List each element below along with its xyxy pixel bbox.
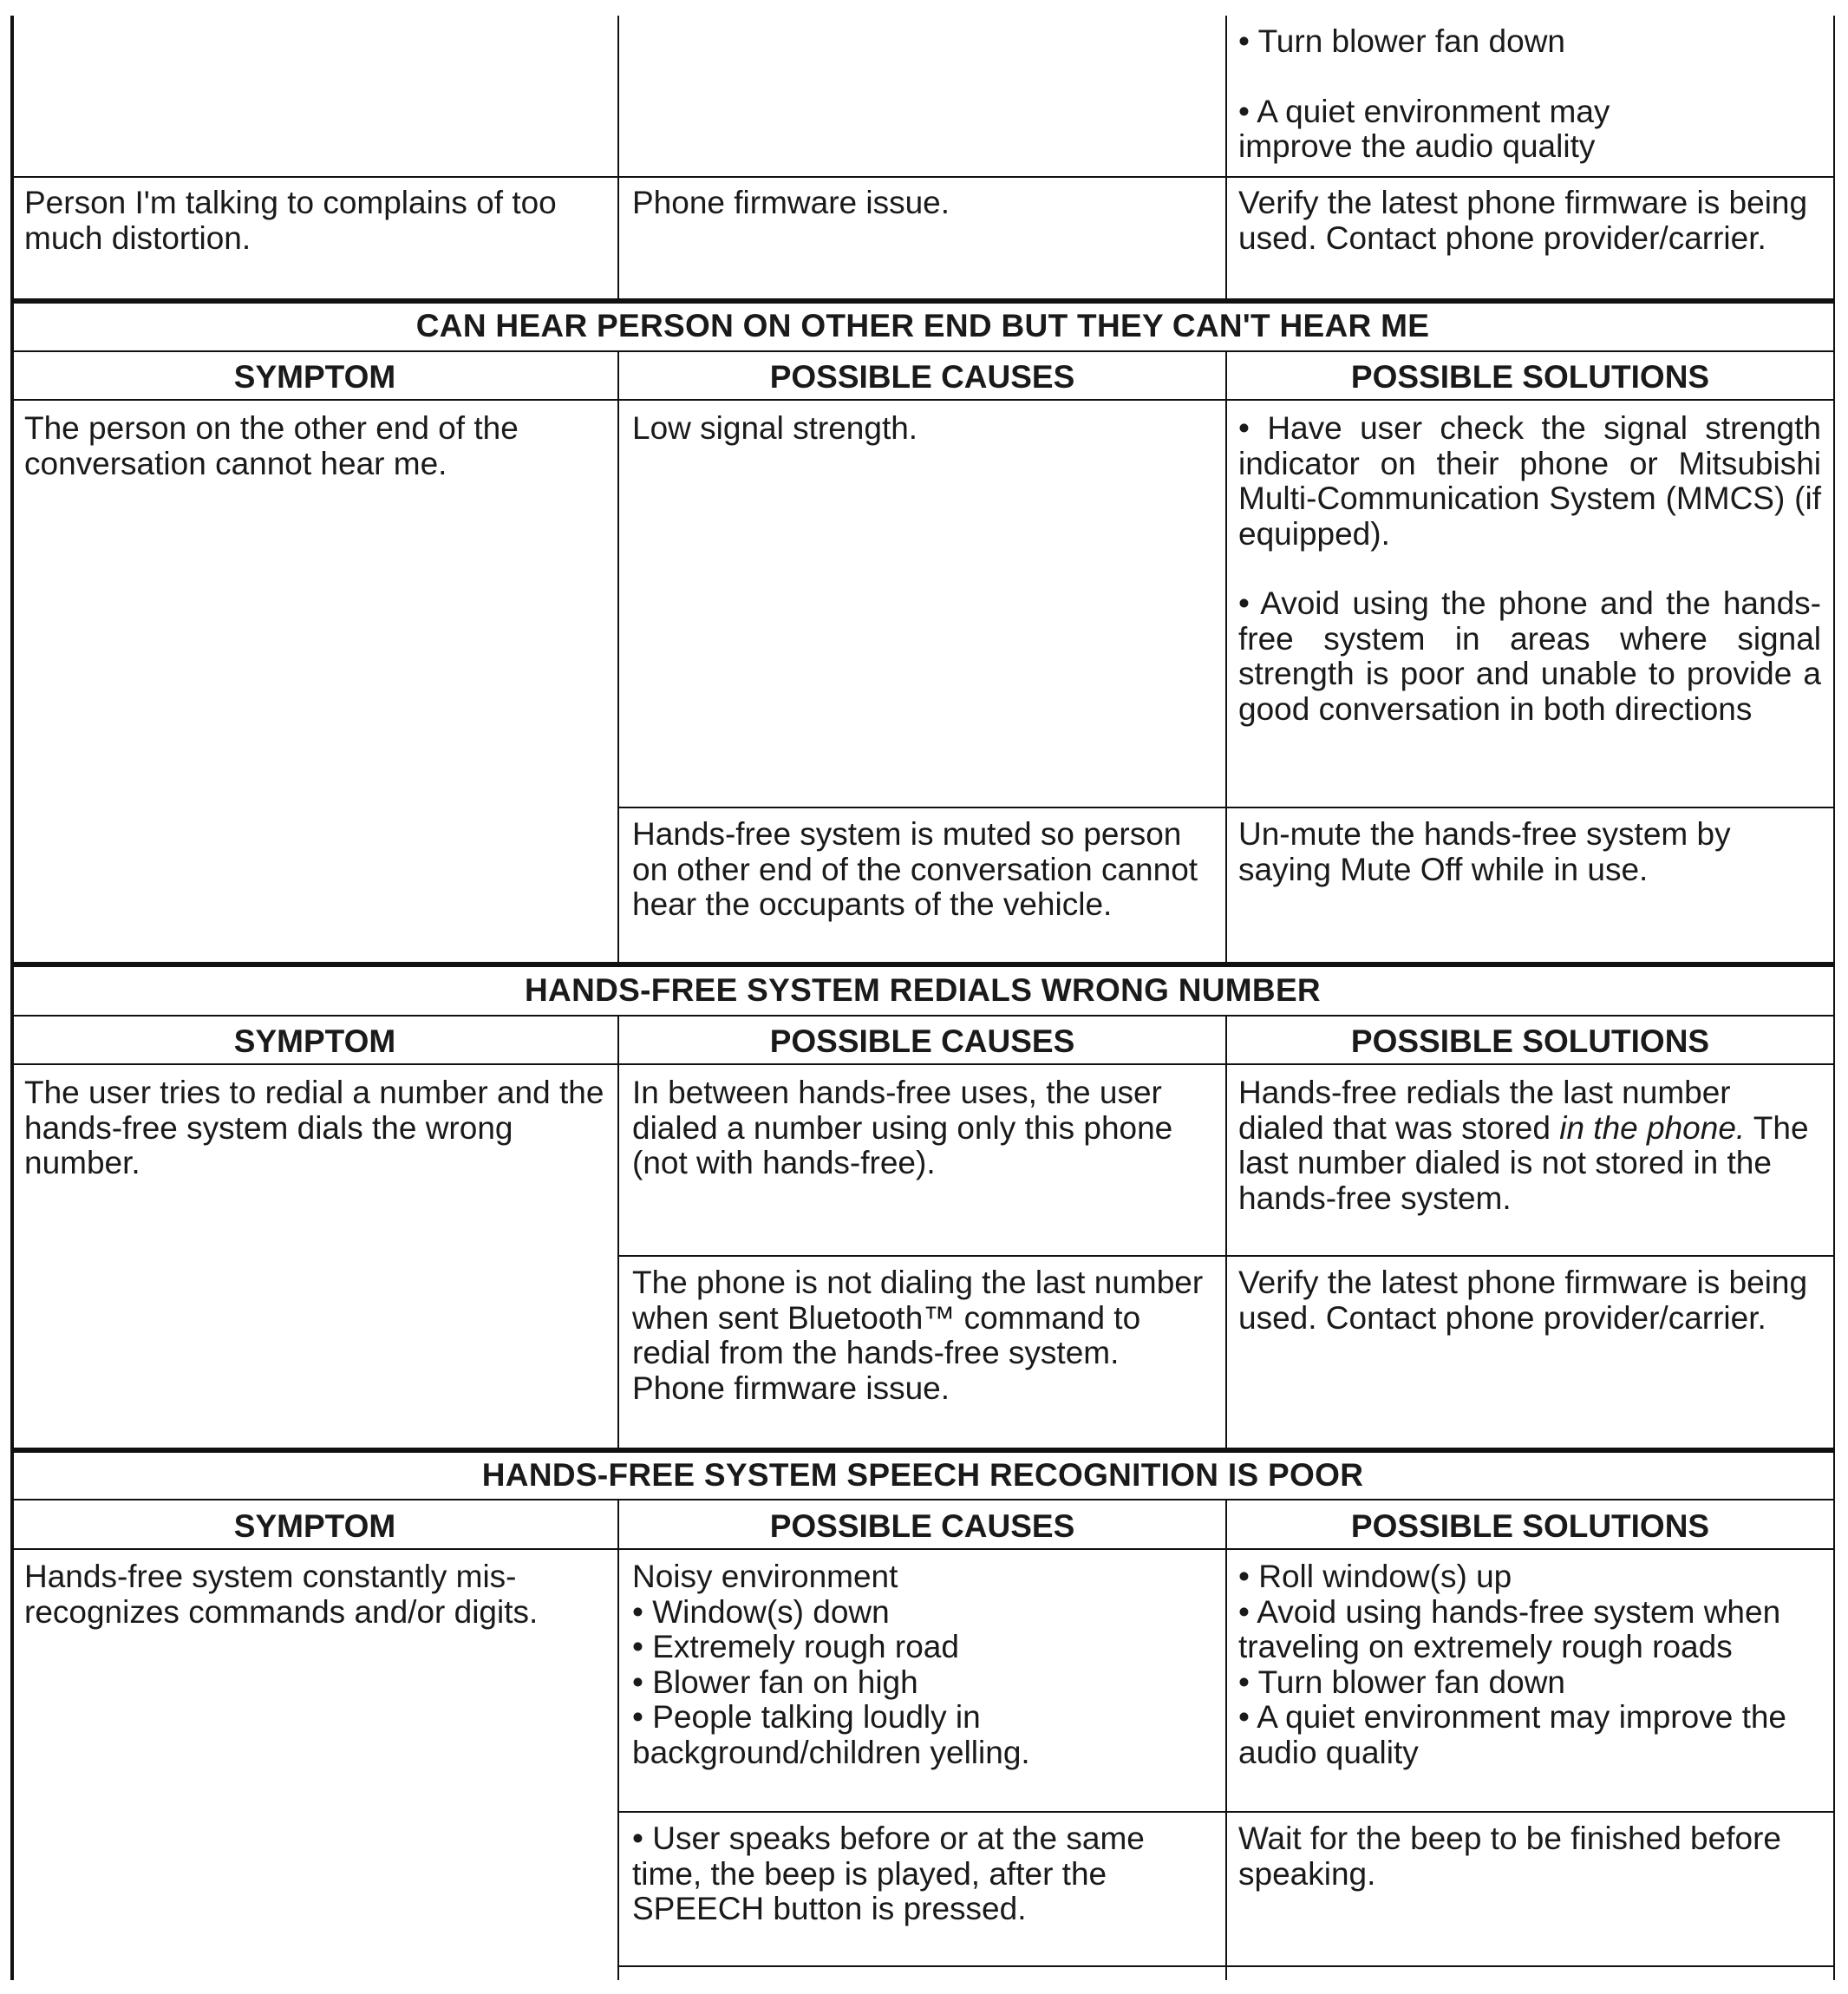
solution-text: The last number dialed is not stored in the hands-free system. xyxy=(1238,1109,1809,1216)
row-divider xyxy=(618,807,1835,808)
solution-line: • A quiet environment may improve the audio quality xyxy=(1238,93,1610,164)
col-divider-1 xyxy=(617,352,619,962)
solutions-header: POSSIBLE SOLUTIONS xyxy=(1350,359,1710,395)
solution-cell xyxy=(1238,1559,1819,1770)
symptom-header: SYMPTOM xyxy=(233,359,396,395)
symptom-cell: The person on the other end of the conversation cannot hear me. xyxy=(24,410,519,481)
solutions-header: POSSIBLE SOLUTIONS xyxy=(1350,1508,1710,1544)
cause-line: Noisy environment xyxy=(632,1559,898,1594)
section-title: HANDS-FREE SYSTEM REDIALS WRONG NUMBER xyxy=(525,972,1321,1008)
symptom-header: SYMPTOM xyxy=(233,1023,396,1059)
cause-cell xyxy=(632,1559,1187,1770)
cause-cell: The phone is not dialing the last number when sent Bluetooth™ command to redial from the hands-free system. Phone firmware issue. xyxy=(632,1265,1204,1406)
row-divider xyxy=(10,176,1835,178)
solution-paragraph: • Have user check the signal strength indicator on their phone or Mitsubishi Multi-Communication System (MMCS) (if equipped). xyxy=(1238,410,1821,552)
cause-line: • People talking loudly in background/children yelling. xyxy=(632,1699,1030,1770)
cause-cell: Hands-free system is muted so person on other end of the conversation cannot hear the occupants of the vehicle. xyxy=(632,816,1198,922)
solution-line: • Turn blower fan down xyxy=(1238,23,1565,59)
solution-line: • A quiet environment may improve the audio quality xyxy=(1238,1699,1786,1770)
right-border xyxy=(1833,16,1835,1980)
cause-cell: • User speaks before or at the same time, the beep is played, after the SPEECH button is pressed. xyxy=(632,1821,1145,1926)
solution-line: • Turn blower fan down xyxy=(1238,1664,1565,1700)
row-divider xyxy=(618,1811,1835,1813)
col-divider-1 xyxy=(617,1500,619,1980)
solution-line: • Roll window(s) up xyxy=(1238,1559,1512,1594)
section-divider xyxy=(10,962,1835,967)
solution-cell xyxy=(1238,1075,1811,1216)
solution-line: • Avoid using hands-free system when traveling on extremely rough roads xyxy=(1238,1593,1781,1664)
cause-cell: Phone firmware issue. xyxy=(632,185,950,220)
col-divider-2 xyxy=(1225,16,1227,300)
row-divider xyxy=(10,1063,1835,1065)
solution-cell: Un-mute the hands-free system by saying Mute Off while in use. xyxy=(1238,816,1731,887)
section-divider xyxy=(10,298,1835,304)
col-divider-2 xyxy=(1225,1500,1227,1980)
cause-line: • Window(s) down xyxy=(632,1593,890,1630)
symptom-cell: Person I'm talking to complains of too much distortion. xyxy=(24,185,557,256)
solution-cell: Wait for the beep to be finished before speaking. xyxy=(1238,1821,1781,1892)
section-title: HANDS-FREE SYSTEM SPEECH RECOGNITION IS POOR xyxy=(481,1457,1364,1493)
row-divider xyxy=(10,1499,1835,1500)
row-divider xyxy=(10,399,1835,401)
symptom-header: SYMPTOM xyxy=(233,1508,396,1544)
symptom-cell: The user tries to redial a number and the hands-free system dials the wrong number. xyxy=(24,1075,604,1180)
causes-header: POSSIBLE CAUSES xyxy=(769,1508,1075,1544)
col-divider-1 xyxy=(617,16,619,300)
row-divider xyxy=(10,350,1835,352)
solutions-header: POSSIBLE SOLUTIONS xyxy=(1350,1023,1710,1059)
section-divider xyxy=(10,1448,1835,1453)
solution-paragraph: • Avoid using the phone and the hands-free system in areas where signal strength is poor and unable to provide a good conversation in both directions xyxy=(1238,585,1821,727)
row-divider xyxy=(10,1548,1835,1550)
carryover-solution xyxy=(1238,24,1724,165)
symptom-cell: Hands-free system constantly mis-recognizes commands and/or digits. xyxy=(24,1559,539,1630)
solution-cell xyxy=(1238,411,1821,727)
causes-header: POSSIBLE CAUSES xyxy=(769,1023,1075,1059)
row-divider xyxy=(618,1965,1835,1967)
solution-emphasis: in the phone. xyxy=(1559,1109,1746,1146)
col-divider-2 xyxy=(1225,352,1227,962)
solution-text: Hands-free redials the last number dialed that was stored xyxy=(1238,1075,1731,1146)
causes-header: POSSIBLE CAUSES xyxy=(769,359,1075,395)
col-divider-2 xyxy=(1225,1017,1227,1448)
cause-line: • Blower fan on high xyxy=(632,1664,918,1700)
section-title: CAN HEAR PERSON ON OTHER END BUT THEY CAN'T HEAR ME xyxy=(415,308,1430,343)
solution-cell: Verify the latest phone firmware is being used. Contact phone provider/carrier. xyxy=(1238,1265,1808,1336)
solution-cell: Verify the latest phone firmware is being used. Contact phone provider/carrier. xyxy=(1238,185,1808,256)
col-divider-1 xyxy=(617,1017,619,1448)
cause-cell: Low signal strength. xyxy=(632,410,918,446)
cause-line: • Extremely rough road xyxy=(632,1629,959,1664)
cause-cell: In between hands-free uses, the user dialed a number using only this phone (not with hands-free). xyxy=(632,1075,1173,1180)
row-divider xyxy=(10,1015,1835,1017)
row-divider xyxy=(618,1255,1835,1257)
